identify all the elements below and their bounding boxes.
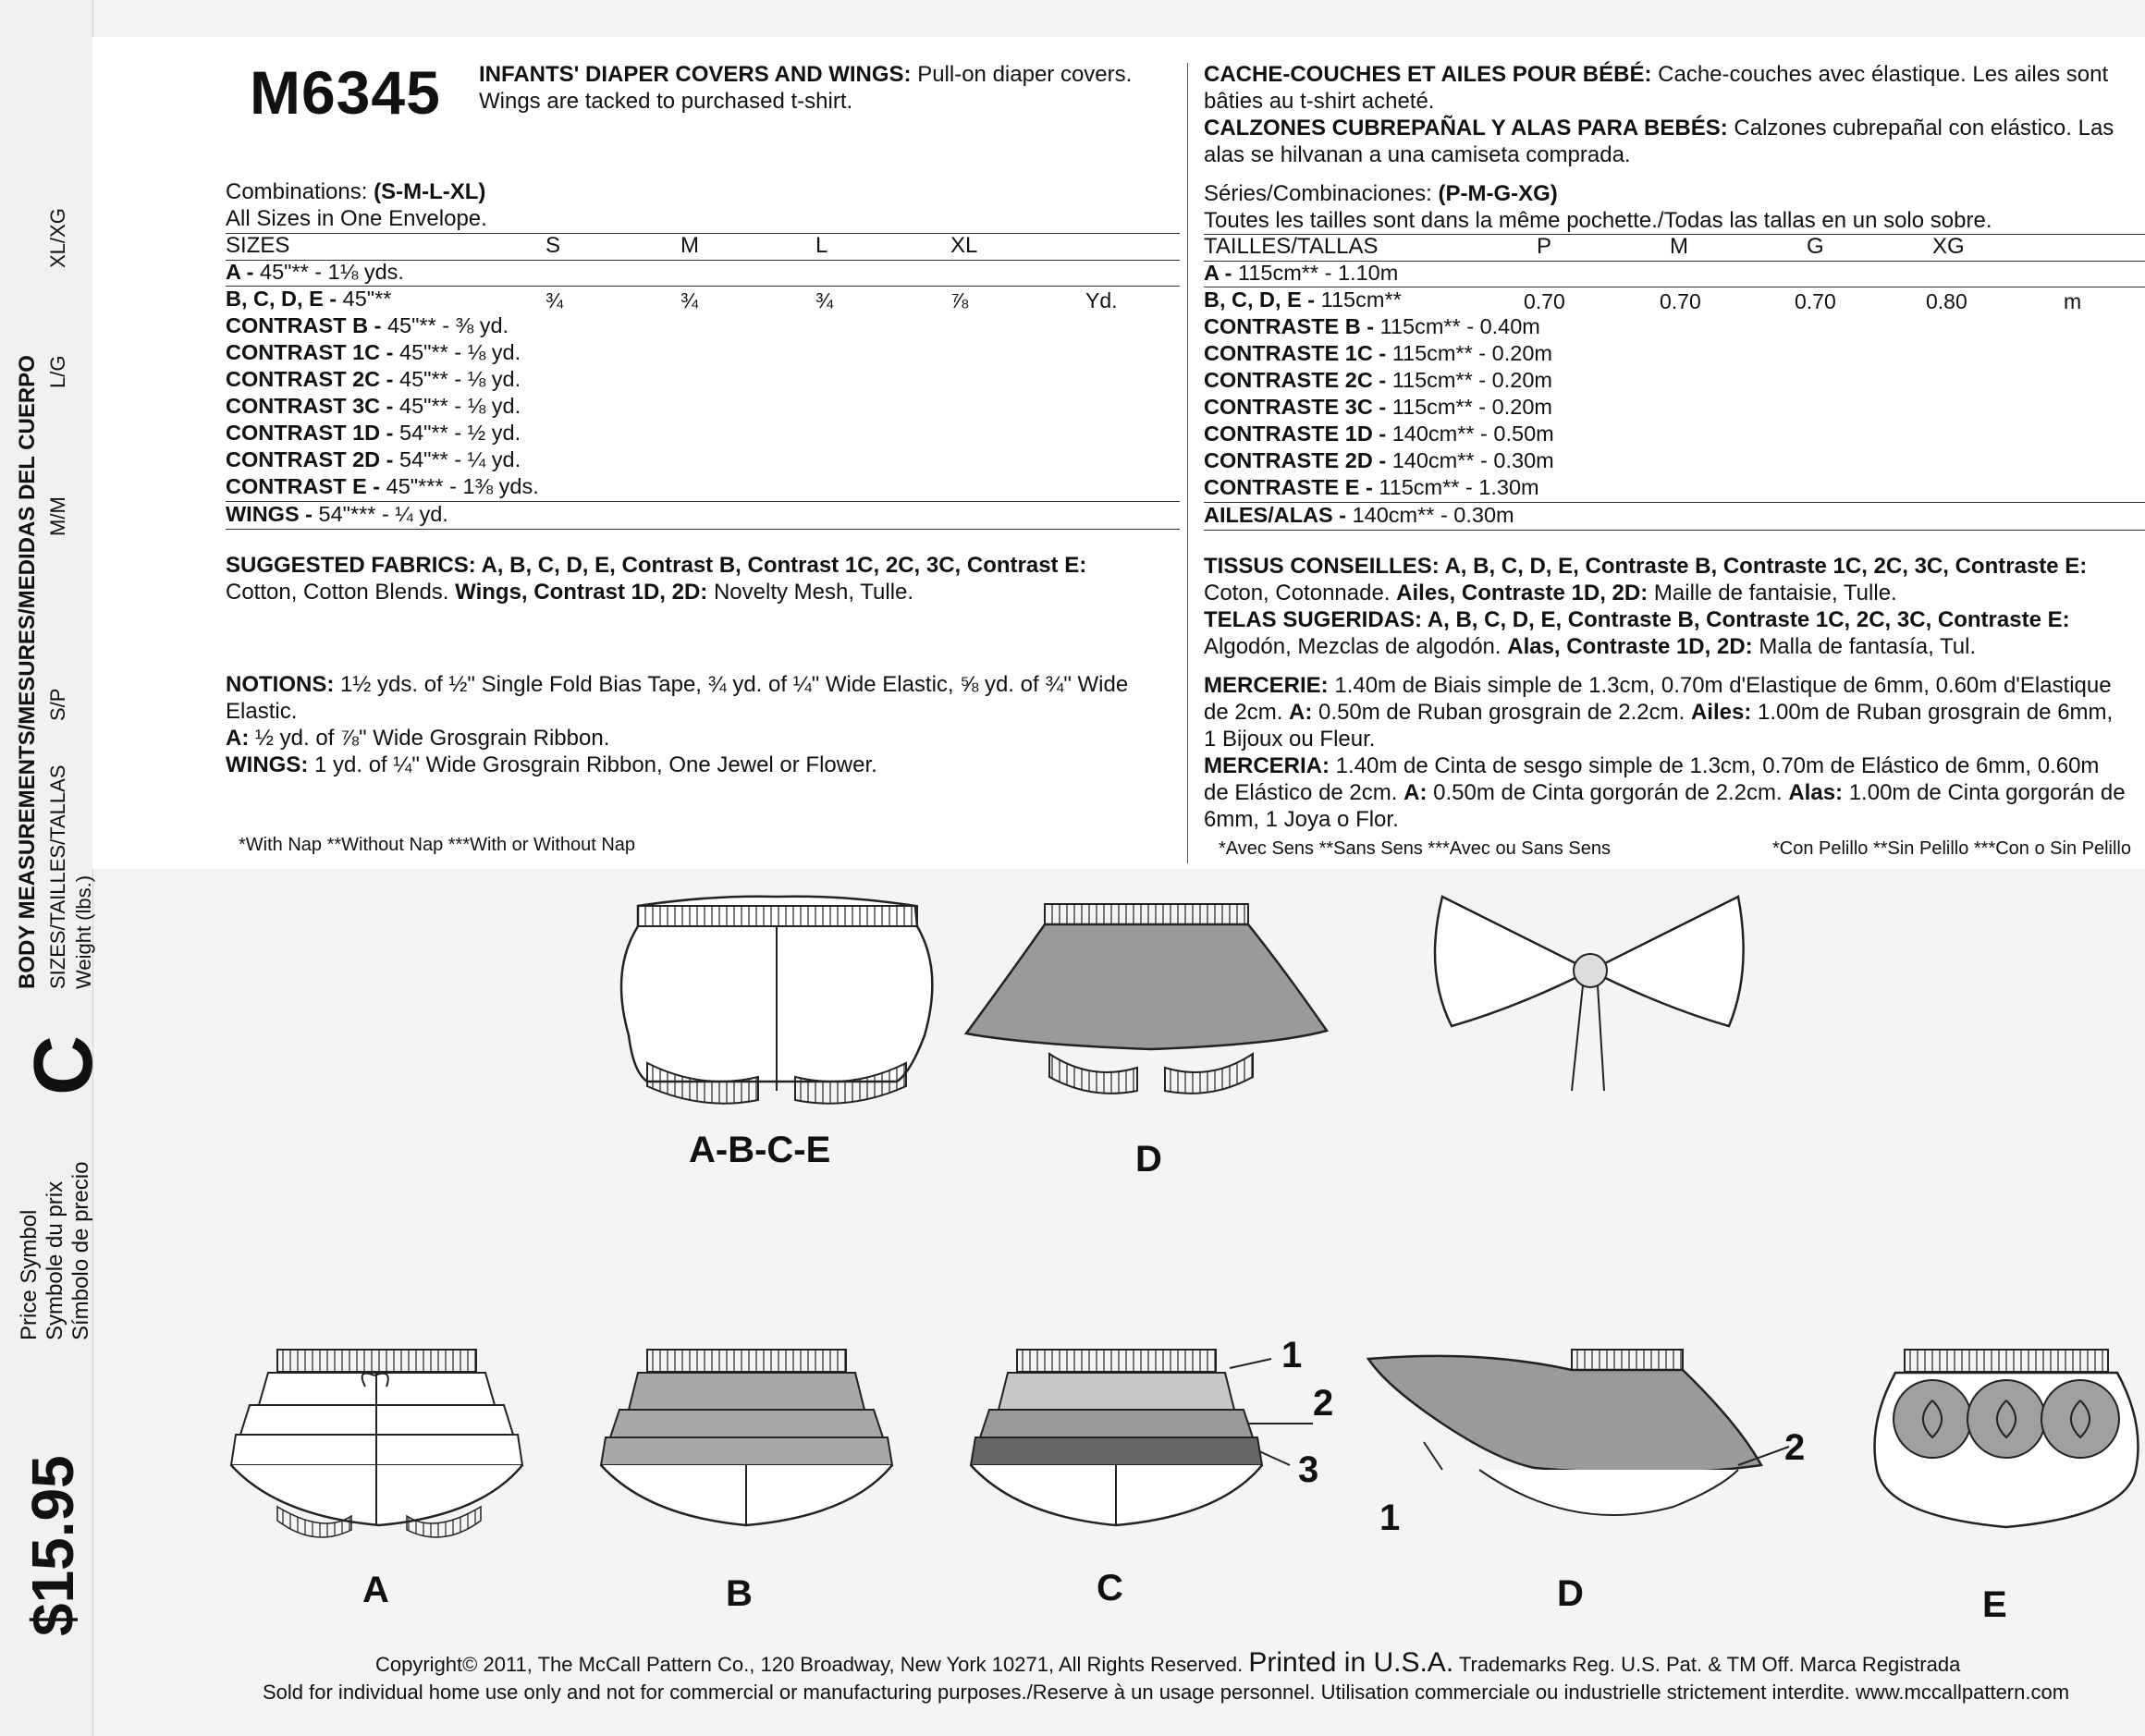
fr-row-contraste-2c: CONTRASTE 2C - 115cm** - 0.20m: [1204, 368, 1552, 392]
fr-tissus-conseilles: TISSUS CONSEILLES: A, B, C, D, E, Contraste B, Contraste 1C, 2C, 3C, Contraste E: Coton, Cotonnade. Ailes, Contraste 1D, 2D: Maille de fantaisie, Tulle. TELAS SUGERIDAS: A, B, C, D, E, Contraste B, Contraste 1C, 2C, 3C, Contraste E: Algodón, Mezclas de algodón. Alas, Contraste 1D, 2D: Malla de fantasía, Tul.: [1204, 554, 2088, 659]
callout-d-1: 1: [1379, 1498, 1401, 1538]
price-symbol-en: Price Symbol: [17, 1209, 42, 1340]
footer-copyright-line: Copyright© 2011, The McCall Pattern Co., 120 Broadway, New York 10271, All Rights Reserved. Printed in U.S.A. Trademarks Reg. U.S. Pat. & TM Off. Marca Registrada: [375, 1647, 1961, 1678]
fr-sizes-header: TAILLES/TALLAS: [1204, 234, 1379, 259]
fr-all-sizes: Toutes les tailles sont dans la même pochette./Todas las tallas en un solo sobre.: [1204, 208, 1992, 233]
fr-title-block: CACHE-COUCHES ET AILES POUR BÉBÉ: Cache-couches avec élastique. Les ailes sont bâties au t-shirt acheté. CALZONES CUBREPAÑAL Y ALAS PARA BEBÉS: Calzones cubrepañal con elástico. Las alas se hilvanan a una camiseta comprada.: [1204, 62, 2114, 167]
footer-sold-line: Sold for individual home use only and not for commercial or manufacturing purposes./Reserve à un usage personnel. Utilisation commerciale ou industrielle strictement interdite. www.mccallpattern.com: [263, 1681, 2070, 1704]
en-title-block: [479, 61, 1182, 115]
en-combinations: Combinations: (S-M-L-XL) All Sizes in One Envelope.: [226, 179, 487, 231]
fr-bcde-unit: m: [2064, 289, 2082, 313]
fr-size-p: P: [1537, 234, 1552, 259]
en-notions: NOTIONS: 1½ yds. of ½" Single Fold Bias Tape, ¾ yd. of ¼" Wide Elastic, ⅝ yd. of ¾" Wide Elastic. A: ½ yd. of ⅞" Wide Grosgrain Ribbon. WINGS: 1 yd. of ¼" Wide Grosgrain Ribbon, One Jewel or Flower.: [226, 672, 1129, 777]
view-e-drawing: [1875, 1350, 2139, 1527]
fr-row-contraste-1c: CONTRASTE 1C - 115cm** - 0.20m: [1204, 341, 1552, 365]
price-symbol-fr: Symbole du prix: [43, 1180, 67, 1340]
size-col-l: L/G: [46, 355, 69, 388]
top-view-abce-drawing: [621, 897, 932, 1104]
body-measurements-title: BODY MEASUREMENTS/MESURES/MEDIDAS DEL CUERPO: [15, 355, 40, 989]
en-title-desc-1: Pull-on diaper covers.: [917, 62, 1133, 87]
price: $15.95: [19, 1455, 86, 1636]
sizes-row-label: SIZES/TAILLES/TALLAS: [46, 764, 69, 989]
column-separator: [1187, 63, 1188, 863]
en-bcde-s: ¾: [545, 288, 564, 312]
size-col-s: S/P: [46, 688, 69, 721]
fr-size-g: G: [1807, 234, 1824, 259]
fr-size-m: M: [1670, 234, 1688, 259]
en-row-contrast-b: CONTRAST B - 45"** - ⅜ yd.: [226, 313, 509, 337]
view-b-drawing: [601, 1350, 892, 1525]
fr-bcde-p: 0.70: [1524, 289, 1565, 313]
view-label-abce: A-B-C-E: [689, 1130, 831, 1170]
en-row-bcde: B, C, D, E - 45"**: [226, 287, 392, 311]
en-size-s: S: [545, 233, 561, 258]
view-label-d-top: D: [1135, 1139, 1162, 1180]
view-label-a: A: [362, 1570, 389, 1610]
en-nap-note: *With Nap **Without Nap ***With or Without Nap: [239, 835, 636, 855]
en-row-a: A - 45"** - 1⅛ yds.: [226, 260, 404, 284]
en-row-contrast-e: CONTRAST E - 45"*** - 1⅜ yds.: [226, 474, 539, 498]
en-bcde-l: ¾: [815, 288, 834, 312]
view-label-c: C: [1097, 1568, 1123, 1608]
en-suggested-fabrics: SUGGESTED FABRICS: A, B, C, D, E, Contrast B, Contrast 1C, 2C, 3C, Contrast E: Cotton, Cotton Blends. Wings, Contrast 1D, 2D: Novelty Mesh, Tulle.: [226, 553, 1087, 605]
wings-drawing: [1435, 897, 1744, 1091]
fr-size-xg: XG: [1932, 234, 1965, 259]
size-col-xl: XL/XG: [46, 208, 69, 268]
callout-c-3: 3: [1298, 1449, 1319, 1490]
view-illustrations: [0, 869, 2145, 1655]
fr-row-contraste-1d: CONTRASTE 1D - 140cm** - 0.50m: [1204, 422, 1554, 446]
fr-row-bcde: B, C, D, E - 115cm**: [1204, 287, 1402, 312]
fr-row-a: A - 115cm** - 1.10m: [1204, 261, 1399, 285]
callout-c-2: 2: [1313, 1383, 1334, 1424]
weight-row-label: Weight (lbs.): [72, 874, 95, 989]
en-row-contrast-1c: CONTRAST 1C - 45"** - ⅛ yd.: [226, 340, 521, 364]
en-sizes-header: SIZES: [226, 233, 290, 258]
fr-bcde-xg: 0.80: [1926, 289, 1967, 313]
es-nap-note: *Con Pelillo **Sin Pelillo ***Con o Sin Pelillo: [1772, 838, 2131, 859]
en-bcde-xl: ⅞: [950, 288, 969, 312]
view-d-drawing: [1368, 1350, 1789, 1515]
fr-combinations: Séries/Combinaciones: (P-M-G-XG) Toutes les tailles sont dans la même pochette./Todas las tallas en un solo sobre.: [1204, 181, 1992, 233]
pattern-number: M6345: [250, 58, 441, 127]
en-row-contrast-2c: CONTRAST 2C - 45"** - ⅛ yd.: [226, 367, 521, 391]
view-label-e: E: [1982, 1584, 2007, 1625]
en-size-l: L: [815, 233, 828, 258]
en-size-m: M: [680, 233, 699, 258]
callout-d-2: 2: [1784, 1427, 1806, 1468]
en-row-contrast-2d: CONTRAST 2D - 54"** - ¼ yd.: [226, 447, 521, 471]
fr-row-contraste-2d: CONTRASTE 2D - 140cm** - 0.30m: [1204, 448, 1554, 472]
en-title-desc-2: Wings are tacked to purchased t-shirt.: [479, 89, 853, 114]
en-row-contrast-3c: CONTRAST 3C - 45"** - ⅛ yd.: [226, 394, 521, 418]
view-label-d: D: [1557, 1573, 1584, 1614]
fr-row-contraste-3c: CONTRASTE 3C - 115cm** - 0.20m: [1204, 395, 1552, 419]
view-a-drawing: [231, 1350, 522, 1537]
view-c-drawing: [971, 1350, 1313, 1525]
en-title: INFANTS' DIAPER COVERS AND WINGS:: [479, 62, 912, 87]
fr-row-contraste-b: CONTRASTE B - 115cm** - 0.40m: [1204, 314, 1540, 338]
fr-row-contraste-e: CONTRASTE E - 115cm** - 1.30m: [1204, 475, 1539, 499]
view-label-b: B: [726, 1573, 753, 1614]
price-letter: C: [18, 1035, 110, 1095]
en-row-wings: WINGS - 54"*** - ¼ yd.: [226, 502, 448, 526]
en-all-sizes: All Sizes in One Envelope.: [226, 206, 487, 231]
fr-row-ailes: AILES/ALAS - 140cm** - 0.30m: [1204, 503, 1514, 527]
en-row-contrast-1d: CONTRAST 1D - 54"** - ½ yd.: [226, 421, 521, 445]
en-size-xl: XL: [950, 233, 978, 258]
fr-bcde-m: 0.70: [1660, 289, 1701, 313]
fr-bcde-g: 0.70: [1795, 289, 1836, 313]
en-bcde-m: ¾: [680, 288, 699, 312]
callout-c-1: 1: [1281, 1335, 1303, 1375]
en-bcde-unit: Yd.: [1085, 288, 1118, 312]
size-col-m: M/M: [46, 496, 69, 536]
fr-mercerie: MERCERIE: 1.40m de Biais simple de 1.3cm, 0.70m d'Elastique de 6mm, 0.60m d'Elastique de 2cm. A: 0.50m de Ruban grosgrain de 2.2cm. Ailes: 1.00m de Ruban grosgrain de 6mm, 1 Bijoux ou Fleur. MERCERIA: 1.40m de Cinta de sesgo simple de 1.3cm, 0.70m de Elástico de 6mm, 0.60m de Elástico de 2cm. A: 0.50m de Cinta gorgorán de 2.2cm. Alas: 1.00m de Cinta gorgorán de 6mm, 1 Joya o Flor.: [1204, 673, 2126, 832]
fr-nap-note: *Avec Sens **Sans Sens ***Avec ou Sans Sens: [1219, 838, 1611, 859]
price-symbol-es: Símbolo de precio: [68, 1161, 93, 1340]
top-view-d-drawing: [966, 904, 1327, 1094]
